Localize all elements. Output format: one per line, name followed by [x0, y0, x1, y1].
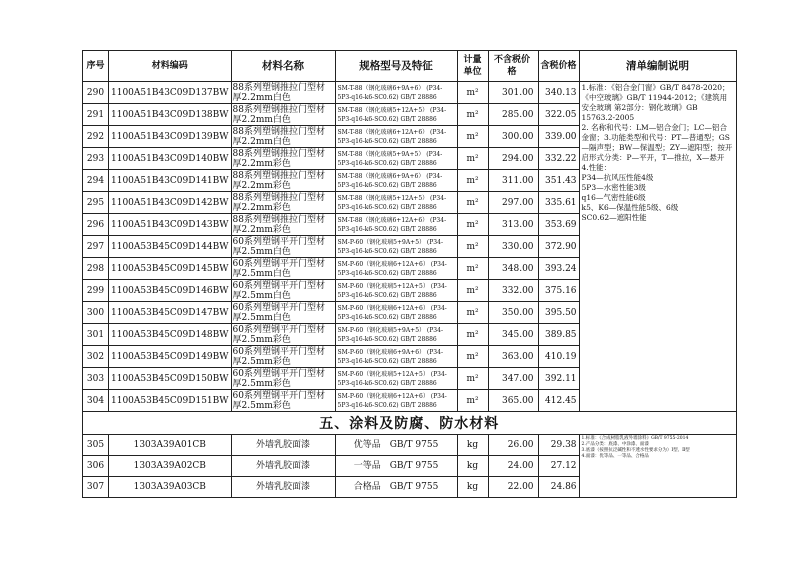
material-name: 外墙乳胶面漆: [231, 477, 335, 498]
row-number: 298: [83, 258, 109, 280]
material-name: 88系列塑钢推拉门型材厚2.2mm彩色: [231, 170, 335, 192]
material-code: 1100A51B43C09D137BW: [109, 82, 232, 104]
spec-text: SM-P-60（钢化玻璃5+12A+5） (P34-5P3-q16-k6-SC0.62) GB/T 28886: [335, 368, 457, 390]
row-number: 303: [83, 368, 109, 390]
price-excl-tax: 365.00: [488, 390, 538, 412]
price-excl-tax: 301.00: [488, 82, 538, 104]
section-row-group: [83, 412, 737, 435]
price-excl-tax: 297.00: [488, 192, 538, 214]
price-excl-tax: 332.00: [488, 280, 538, 302]
price-incl-tax: 340.13: [538, 82, 579, 104]
unit: m²: [457, 170, 488, 192]
row-number: 299: [83, 280, 109, 302]
header-price-in: 含税价格: [538, 51, 579, 82]
price-excl-tax: 313.00: [488, 214, 538, 236]
price-incl-tax: 393.24: [538, 258, 579, 280]
material-name: 60系列塑钢平开门型材厚2.5mm白色: [231, 302, 335, 324]
price-incl-tax: 353.69: [538, 214, 579, 236]
spec-text: SM-P-60（钢化玻璃6+12A+6） (P34-5P3-q16-k6-SC0.62) GB/T 28886: [335, 302, 457, 324]
row-number: 300: [83, 302, 109, 324]
unit: m²: [457, 236, 488, 258]
unit: kg: [457, 456, 488, 477]
spec-text: 合格品 GB/T 9755: [335, 477, 457, 498]
header-price-ex: 不含税价 格: [488, 51, 538, 82]
table-header-row: [83, 51, 737, 82]
spec-text: SM-P-60（钢化玻璃6+12A+6） (P34-5P3-q16-k6-SC0.62) GB/T 28886: [335, 258, 457, 280]
price-incl-tax: 389.85: [538, 324, 579, 346]
material-code: 1100A51B43C09D141BW: [109, 170, 232, 192]
price-incl-tax: 332.22: [538, 148, 579, 170]
material-name: 88系列塑钢推拉门型材厚2.2mm彩色: [231, 192, 335, 214]
table-row: [83, 82, 737, 104]
price-incl-tax: 27.12: [538, 456, 579, 477]
unit: m²: [457, 258, 488, 280]
price-excl-tax: 363.00: [488, 346, 538, 368]
spec-text: SM-P-60（钢化玻璃6+9A+6） (P34-5P3-q16-k6-SC0.62) GB/T 28886: [335, 346, 457, 368]
row-number: 301: [83, 324, 109, 346]
price-incl-tax: 335.61: [538, 192, 579, 214]
material-code: 1100A51B43C09D139BW: [109, 126, 232, 148]
table-body-paints: [83, 435, 737, 498]
price-incl-tax: 412.45: [538, 390, 579, 412]
spec-text: SM-T-88（钢化玻璃5+12A+5） (P34-5P3-q16-k6-SC0.62) GB/T 28886: [335, 104, 457, 126]
material-name: 60系列塑钢平开门型材厚2.5mm彩色: [231, 390, 335, 412]
unit: m²: [457, 368, 488, 390]
price-excl-tax: 24.00: [488, 456, 538, 477]
material-code: 1303A39A03CB: [109, 477, 232, 498]
price-excl-tax: 348.00: [488, 258, 538, 280]
spec-text: SM-P-60（钢化玻璃5+9A+5） (P34-5P3-q16-k6-SC0.62) GB/T 28886: [335, 324, 457, 346]
price-excl-tax: 330.00: [488, 236, 538, 258]
unit: m²: [457, 192, 488, 214]
material-name: 88系列塑钢推拉门型材厚2.2mm彩色: [231, 214, 335, 236]
material-name: 60系列塑钢平开门型材厚2.5mm彩色: [231, 346, 335, 368]
row-number: 307: [83, 477, 109, 498]
material-name: 88系列塑钢推拉门型材厚2.2mm彩色: [231, 148, 335, 170]
material-code: 1100A53B45C09D149BW: [109, 346, 232, 368]
spec-text: 一等品 GB/T 9755: [335, 456, 457, 477]
price-excl-tax: 311.00: [488, 170, 538, 192]
price-excl-tax: 300.00: [488, 126, 538, 148]
material-code: 1100A53B45C09D150BW: [109, 368, 232, 390]
material-price-table: [82, 50, 737, 498]
header-unit: 计量单位: [457, 51, 488, 82]
price-excl-tax: 345.00: [488, 324, 538, 346]
price-incl-tax: 372.90: [538, 236, 579, 258]
row-number: 297: [83, 236, 109, 258]
material-name: 外墙乳胶面漆: [231, 456, 335, 477]
spec-text: SM-T-88（钢化玻璃6+12A+6） (P34-5P3-q16-k6-SC0.62) GB/T 28886: [335, 214, 457, 236]
material-code: 1100A51B43C09D142BW: [109, 192, 232, 214]
price-incl-tax: 29.38: [538, 435, 579, 456]
header-spec: 规格型号及特征: [335, 51, 457, 82]
material-code: 1100A51B43C09D140BW: [109, 148, 232, 170]
price-excl-tax: 22.00: [488, 477, 538, 498]
notes-cell: 1.标准：《铝合金门窗》GB/T 8478-2020；《中空玻璃》GB/T 11944-2012；《建筑用安全玻璃 第2部分：钢化玻璃》GB 15763.2-2005 2. 名称和代号：LM—铝合金门；LC—铝合金窗；3.功能类型和代号：PT—普通型；GS—隔声型；BW—保温型；ZY—遮阳型；按开启形式分类：P—平开，T—推拉，X—悬开 4.性能： P34—抗风压性能4级 5P3—水密性能3级 q16—气密性能6级 k5、K6—保温性能5级、6级 SC0.62—遮阳性能: [579, 82, 736, 412]
unit: m²: [457, 346, 488, 368]
unit: m²: [457, 126, 488, 148]
spec-text: 优等品 GB/T 9755: [335, 435, 457, 456]
spec-text: SM-P-60（钢化玻璃6+12A+6） (P34-5P3-q16-k6-SC0.62) GB/T 28886: [335, 390, 457, 412]
price-excl-tax: 347.00: [488, 368, 538, 390]
row-number: 292: [83, 126, 109, 148]
row-number: 302: [83, 346, 109, 368]
material-code: 1100A51B43C09D143BW: [109, 214, 232, 236]
material-code: 1303A39A01CB: [109, 435, 232, 456]
material-code: 1100A53B45C09D148BW: [109, 324, 232, 346]
material-name: 60系列塑钢平开门型材厚2.5mm彩色: [231, 324, 335, 346]
unit: kg: [457, 435, 488, 456]
price-excl-tax: 285.00: [488, 104, 538, 126]
price-incl-tax: 392.11: [538, 368, 579, 390]
spec-text: SM-T-88（钢化玻璃5+9A+5） (P34-5P3-q16-k6-SC0.62) GB/T 28886: [335, 148, 457, 170]
spec-text: SM-T-88（钢化玻璃6+9A+6） (P34-5P3-q16-k6-SC0.62) GB/T 28886: [335, 170, 457, 192]
spec-text: SM-T-88（钢化玻璃6+12A+6） (P34-5P3-q16-k6-SC0.62) GB/T 28886: [335, 126, 457, 148]
table-row: [83, 435, 737, 456]
unit: kg: [457, 477, 488, 498]
price-excl-tax: 26.00: [488, 435, 538, 456]
unit: m²: [457, 82, 488, 104]
unit: m²: [457, 280, 488, 302]
row-number: 296: [83, 214, 109, 236]
header-notes: 清单编制说明: [579, 51, 736, 82]
spec-text: SM-T-88（钢化玻璃6+9A+6） (P34-5P3-q16-k6-SC0.62) GB/T 28886: [335, 82, 457, 104]
row-number: 291: [83, 104, 109, 126]
price-incl-tax: 351.43: [538, 170, 579, 192]
material-name: 60系列塑钢平开门型材厚2.5mm白色: [231, 236, 335, 258]
price-incl-tax: 322.05: [538, 104, 579, 126]
material-name: 60系列塑钢平开门型材厚2.5mm白色: [231, 280, 335, 302]
material-name: 88系列塑钢推拉门型材厚2.2mm白色: [231, 82, 335, 104]
header-name: 材料名称: [231, 51, 335, 82]
unit: m²: [457, 390, 488, 412]
price-incl-tax: 395.50: [538, 302, 579, 324]
price-incl-tax: 375.16: [538, 280, 579, 302]
header-code: 材料编码: [109, 51, 232, 82]
material-name: 88系列塑钢推拉门型材厚2.2mm白色: [231, 104, 335, 126]
spec-text: SM-P-60（钢化玻璃5+9A+5） (P34-5P3-q16-k6-SC0.62) GB/T 28886: [335, 236, 457, 258]
row-number: 306: [83, 456, 109, 477]
row-number: 294: [83, 170, 109, 192]
unit: m²: [457, 104, 488, 126]
material-code: 1100A53B45C09D144BW: [109, 236, 232, 258]
material-code: 1100A53B45C09D147BW: [109, 302, 232, 324]
unit: m²: [457, 324, 488, 346]
material-code: 1100A53B45C09D151BW: [109, 390, 232, 412]
row-number: 304: [83, 390, 109, 412]
material-code: 1100A53B45C09D146BW: [109, 280, 232, 302]
price-incl-tax: 339.00: [538, 126, 579, 148]
section-row: [83, 412, 737, 435]
unit: m²: [457, 302, 488, 324]
section-title: 五、涂料及防腐、防水材料: [83, 412, 737, 435]
material-code: 1100A51B43C09D138BW: [109, 104, 232, 126]
material-name: 外墙乳胶面漆: [231, 435, 335, 456]
unit: m²: [457, 214, 488, 236]
material-name: 60系列塑钢平开门型材厚2.5mm彩色: [231, 368, 335, 390]
price-excl-tax: 350.00: [488, 302, 538, 324]
spec-text: SM-P-60（钢化玻璃5+12A+5） (P34-5P3-q16-k6-SC0.62) GB/T 28886: [335, 280, 457, 302]
notes-cell: 1.标准：《合成树脂乳液外墙涂料》GB/T 9755-2014 2.产品分类：底漆、中涂漆、面漆 3.底漆（按照抗泛碱性和不透水性要求分为）Ⅰ型、Ⅱ型 4.面漆：优等品、一等品、合格品: [579, 435, 736, 498]
unit: m²: [457, 148, 488, 170]
material-name: 60系列塑钢平开门型材厚2.5mm白色: [231, 258, 335, 280]
row-number: 290: [83, 82, 109, 104]
material-name: 88系列塑钢推拉门型材厚2.2mm白色: [231, 126, 335, 148]
row-number: 293: [83, 148, 109, 170]
material-code: 1303A39A02CB: [109, 456, 232, 477]
price-incl-tax: 24.86: [538, 477, 579, 498]
price-incl-tax: 410.19: [538, 346, 579, 368]
row-number: 305: [83, 435, 109, 456]
table-body-windows: [83, 82, 737, 412]
row-number: 295: [83, 192, 109, 214]
header-no: 序号: [83, 51, 109, 82]
material-code: 1100A53B45C09D145BW: [109, 258, 232, 280]
spec-text: SM-T-88（钢化玻璃5+12A+5） (P34-5P3-q16-k6-SC0.62) GB/T 28886: [335, 192, 457, 214]
price-excl-tax: 294.00: [488, 148, 538, 170]
